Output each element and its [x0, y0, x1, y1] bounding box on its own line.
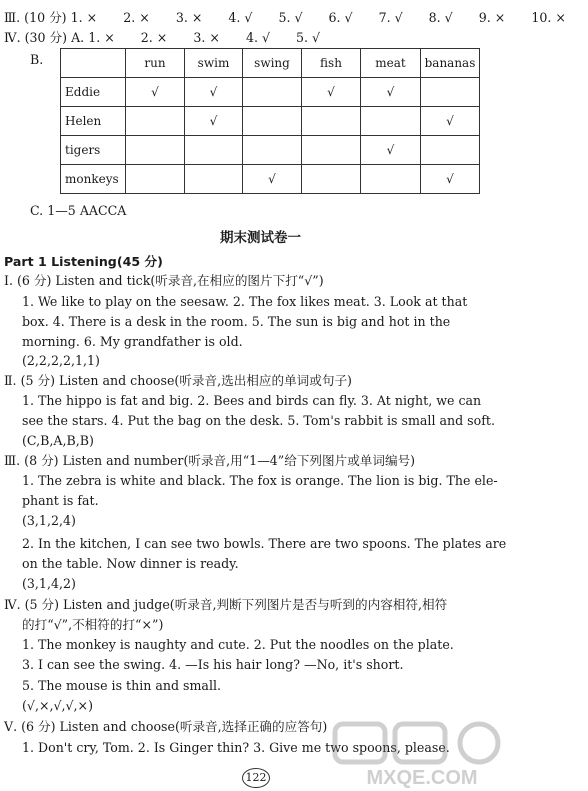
- part-c-answers: C. 1—5 AACCA: [30, 203, 127, 218]
- transcript-line: 1. We like to play on the seesaw. 2. The fox likes meat. 3. Look at that: [22, 294, 468, 309]
- transcript-line: 1. The hippo is fat and big. 2. Bees and birds can fly. 3. At night, we can: [22, 393, 482, 408]
- table-header-row: [61, 49, 480, 78]
- answer-line: (3,1,4,2): [22, 576, 76, 591]
- section-3-heading: Ⅲ. (8 分) Listen and number(听录音,用“1—4”给下列图片或单词编号): [4, 453, 416, 468]
- answer-item: 3. ×: [175, 10, 203, 25]
- answer-item: 2. ×: [140, 30, 168, 45]
- transcript-line: phant is fat.: [22, 493, 99, 508]
- section-3-label: Ⅲ. (10 分): [4, 10, 67, 25]
- table-header-cell: swing: [243, 49, 302, 78]
- answer-item: 4. √: [245, 30, 271, 45]
- table-cell: [185, 165, 243, 194]
- section-4-label: Ⅳ. (30 分): [4, 30, 68, 45]
- answer-line: (√,×,√,√,×): [22, 698, 94, 713]
- table-header-cell: [61, 49, 126, 78]
- table-cell: [361, 107, 421, 136]
- answer-item: 7. √: [378, 10, 403, 25]
- answer-item: 5. √: [278, 10, 303, 25]
- transcript-line: 1. Don't cry, Tom. 2. Is Ginger thin? 3. Give me two spoons, please.: [22, 740, 450, 755]
- part-b-label: B.: [30, 52, 44, 67]
- transcript-line: on the table. Now dinner is ready.: [22, 556, 239, 571]
- transcript-line: morning. 6. My grandfather is old.: [22, 334, 243, 349]
- table-cell: [243, 78, 302, 107]
- transcript-line: box. 4. There is a desk in the room. 5. The sun is big and hot in the: [22, 314, 451, 329]
- table-header-cell: run: [126, 49, 185, 78]
- table-cell: √: [361, 78, 421, 107]
- answer-item: 9. ×: [478, 10, 506, 25]
- table-row: [61, 107, 480, 136]
- answer-line: (2,2,2,2,1,1): [22, 353, 100, 368]
- answer-item: 3. ×: [193, 30, 220, 45]
- table-row: [61, 78, 480, 107]
- table-cell: [421, 78, 480, 107]
- table-cell: √: [243, 165, 302, 194]
- section-4-answers: [4, 30, 342, 45]
- section-1-heading: Ⅰ. (6 分) Listen and tick(听录音,在相应的图片下打“√”): [4, 273, 324, 288]
- table-cell: √: [421, 107, 480, 136]
- section-4-heading: Ⅳ. (5 分) Listen and judge(听录音,判断下列图片是否与听到的内容相符,相符: [4, 597, 448, 612]
- table-cell: [302, 165, 361, 194]
- answer-item: 8. √: [428, 10, 453, 25]
- transcript-line: 5. The mouse is thin and small.: [22, 678, 222, 693]
- table-cell: [243, 136, 302, 165]
- row-label: Helen: [61, 107, 126, 136]
- table-cell: [126, 165, 185, 194]
- table-cell: √: [185, 107, 243, 136]
- answer-item: 1. ×: [88, 30, 115, 45]
- table-cell: [243, 107, 302, 136]
- transcript-line: 1. The monkey is naughty and cute. 2. Put the noodles on the plate.: [22, 637, 454, 652]
- table-header-cell: bananas: [421, 49, 480, 78]
- watermark-logo: [327, 722, 517, 790]
- table-cell: [126, 136, 185, 165]
- table-cell: [302, 107, 361, 136]
- table-cell: √: [302, 78, 361, 107]
- table-cell: [361, 165, 421, 194]
- transcript-line: 1. The zebra is white and black. The fox is orange. The lion is big. The ele-: [22, 473, 498, 488]
- section-2-heading: Ⅱ. (5 分) Listen and choose(听录音,选出相应的单词或句子): [4, 373, 352, 388]
- part-a-label: A.: [71, 30, 85, 45]
- transcript-line: 2. In the kitchen, I can see two bowls. There are two spoons. The plates are: [22, 536, 507, 551]
- table-cell: √: [361, 136, 421, 165]
- table-cell: √: [126, 78, 185, 107]
- answer-item: 1. ×: [70, 10, 98, 25]
- page-number: 122: [242, 768, 270, 788]
- table-header-cell: fish: [302, 49, 361, 78]
- answer-item: 5. √: [296, 30, 321, 45]
- table-cell: [421, 136, 480, 165]
- table-row: [61, 136, 480, 165]
- watermark-text: MXQE.COM: [366, 767, 478, 789]
- table-header-cell: meat: [361, 49, 421, 78]
- row-label: Eddie: [61, 78, 126, 107]
- table-row: [61, 165, 480, 194]
- table-cell: √: [185, 78, 243, 107]
- answer-line: (3,1,2,4): [22, 513, 76, 528]
- table-cell: [185, 136, 243, 165]
- answer-line: (C,B,A,B,B): [22, 433, 94, 448]
- table-header-cell: swim: [185, 49, 243, 78]
- table-cell: [302, 136, 361, 165]
- answer-item: 4. √: [228, 10, 253, 25]
- table-cell: [126, 107, 185, 136]
- section-3-answers: [4, 10, 588, 25]
- section-4-heading-cont: 的打“√”,不相符的打“×”): [22, 617, 164, 632]
- answer-item: 10. ×: [531, 10, 566, 25]
- answer-item: 6. √: [328, 10, 353, 25]
- row-label: monkeys: [61, 165, 126, 194]
- part-1-heading: Part 1 Listening(45 分): [4, 254, 163, 269]
- test-title: 期末测试卷一: [220, 230, 301, 246]
- answer-item: 2. ×: [123, 10, 150, 25]
- answer-table: [60, 48, 480, 194]
- transcript-line: 3. I can see the swing. 4. —Is his hair long? —No, it's short.: [22, 657, 404, 672]
- row-label: tigers: [61, 136, 126, 165]
- transcript-line: see the stars. 4. Put the bag on the desk. 5. Tom's rabbit is small and soft.: [22, 413, 495, 428]
- section-5-heading: Ⅴ. (6 分) Listen and choose(听录音,选择正确的应答句): [4, 719, 328, 734]
- table-cell: √: [421, 165, 480, 194]
